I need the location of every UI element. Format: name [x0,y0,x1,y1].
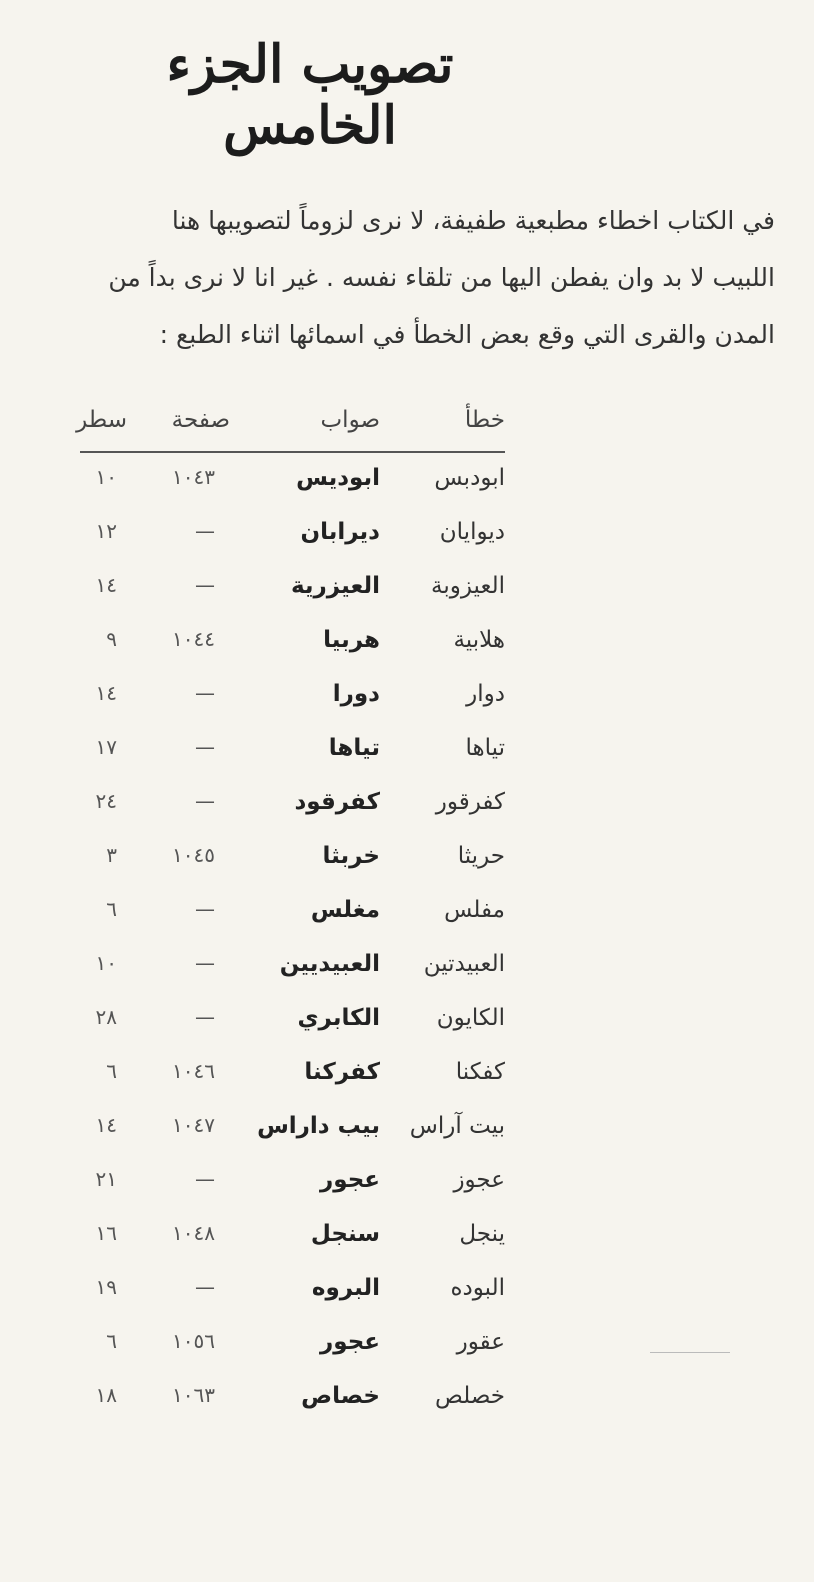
cell-wrong: مفلس [444,897,505,923]
cell-right: بيب داراس [257,1113,380,1139]
cell-page: — [195,897,215,921]
cell-page: ١٠٤٧ [172,1113,215,1137]
intro-line: اللبيب لا بد وان يفطن اليها من تلقاء نفسه . غير انا لا نرى بداً من [108,263,775,292]
cell-page: — [195,573,215,597]
cell-page: ١٠٤٨ [172,1221,215,1245]
cell-line: ٢٤ [95,789,117,813]
table-row [80,1317,505,1371]
table-row [80,723,505,777]
scan-mark [650,1352,730,1353]
cell-line: ٣ [106,843,117,867]
cell-wrong: كفرقور [435,789,505,815]
table-row [80,831,505,885]
cell-wrong: عقور [456,1329,505,1355]
header-right: صواب [320,407,380,433]
cell-page: — [195,951,215,975]
cell-page: ١٠٤٤ [172,627,215,651]
cell-line: ١٩ [95,1275,117,1299]
table-row [80,939,505,993]
cell-line: ٦ [106,1329,117,1353]
intro-paragraph [40,192,775,363]
table-row [80,1263,505,1317]
table-row [80,777,505,831]
cell-wrong: هلابية [453,627,505,653]
cell-wrong: الكايون [436,1005,505,1031]
cell-wrong: كفكنا [455,1059,505,1085]
cell-line: ١٤ [95,1113,117,1137]
cell-page: — [195,1005,215,1029]
table-row [80,993,505,1047]
table-row [80,885,505,939]
cell-page: — [195,1275,215,1299]
cell-wrong: ديوايان [439,519,505,545]
cell-wrong: ابودبس [434,465,505,491]
errata-table-header [76,405,505,453]
errata-rows [80,453,505,1425]
cell-page: ١٠٥٦ [172,1329,215,1353]
table-row [80,1047,505,1101]
cell-right: العبيديين [279,951,380,977]
cell-wrong: عجوز [453,1167,505,1193]
table-row [80,615,505,669]
table-row [80,1209,505,1263]
cell-wrong: العبيدتين [423,951,505,977]
cell-page: — [195,735,215,759]
cell-right: ديرابان [300,519,380,545]
page-title: تصويب الجزء الخامس [166,34,454,156]
cell-page: ١٠٦٣ [172,1383,215,1407]
cell-right: العيزرية [290,573,380,599]
cell-line: ١٤ [95,681,117,705]
cell-line: ٦ [106,1059,117,1083]
cell-wrong: خصلص [435,1383,505,1409]
cell-right: سنجل [310,1221,380,1247]
cell-right: ابوديس [296,465,380,491]
intro-line: في الكتاب اخطاء مطبعية طفيفة، لا نرى لزوماً لتصويبها هنا [171,206,775,235]
header-line: سطر [76,407,127,433]
intro-line: المدن والقرى التي وقع بعض الخطأ في اسمائها اثناء الطبع : [159,320,775,349]
table-row [80,1101,505,1155]
cell-line: ١٨ [95,1383,117,1407]
cell-page: ١٠٤٥ [172,843,215,867]
cell-right: عجور [320,1329,380,1355]
cell-page: — [195,789,215,813]
cell-right: دورا [332,681,380,707]
cell-right: البروه [311,1275,380,1301]
cell-right: كفرقود [294,789,380,815]
table-row [80,561,505,615]
cell-line: ٩ [106,627,117,651]
cell-wrong: البوده [450,1275,505,1301]
cell-page: ١٠٤٣ [172,465,215,489]
cell-wrong: دوار [466,681,505,707]
cell-page: — [195,681,215,705]
table-row [80,1155,505,1209]
cell-page: ١٠٤٦ [172,1059,215,1083]
cell-line: ١٤ [95,573,117,597]
cell-line: ٢٨ [95,1005,117,1029]
header-page: صفحة [171,407,230,433]
cell-wrong: بيت آراس [409,1113,505,1139]
cell-page: — [195,519,215,543]
cell-line: ١٧ [95,735,117,759]
cell-line: ١٠ [95,465,117,489]
cell-wrong: العيزوبة [431,573,505,599]
cell-wrong: ينجل [459,1221,505,1247]
cell-right: خصاص [301,1383,380,1409]
cell-line: ١٢ [95,519,117,543]
cell-right: هربيا [323,627,380,653]
cell-wrong: حريثا [457,843,505,869]
cell-right: الكابري [297,1005,380,1031]
cell-right: مغلس [310,897,380,923]
cell-page: — [195,1167,215,1191]
cell-right: خربثا [322,843,380,869]
cell-line: ٦ [106,897,117,921]
cell-line: ٢١ [95,1167,117,1191]
cell-right: كفركنا [304,1059,380,1085]
table-row [80,669,505,723]
table-row [80,1371,505,1425]
cell-line: ١٠ [95,951,117,975]
header-wrong: خطأ [464,407,505,433]
cell-line: ١٦ [95,1221,117,1245]
errata-table [76,405,505,1425]
cell-wrong: تياها [465,735,505,761]
cell-right: عجور [320,1167,380,1193]
cell-right: تياها [328,735,380,761]
table-row [80,453,505,507]
table-row [80,507,505,561]
